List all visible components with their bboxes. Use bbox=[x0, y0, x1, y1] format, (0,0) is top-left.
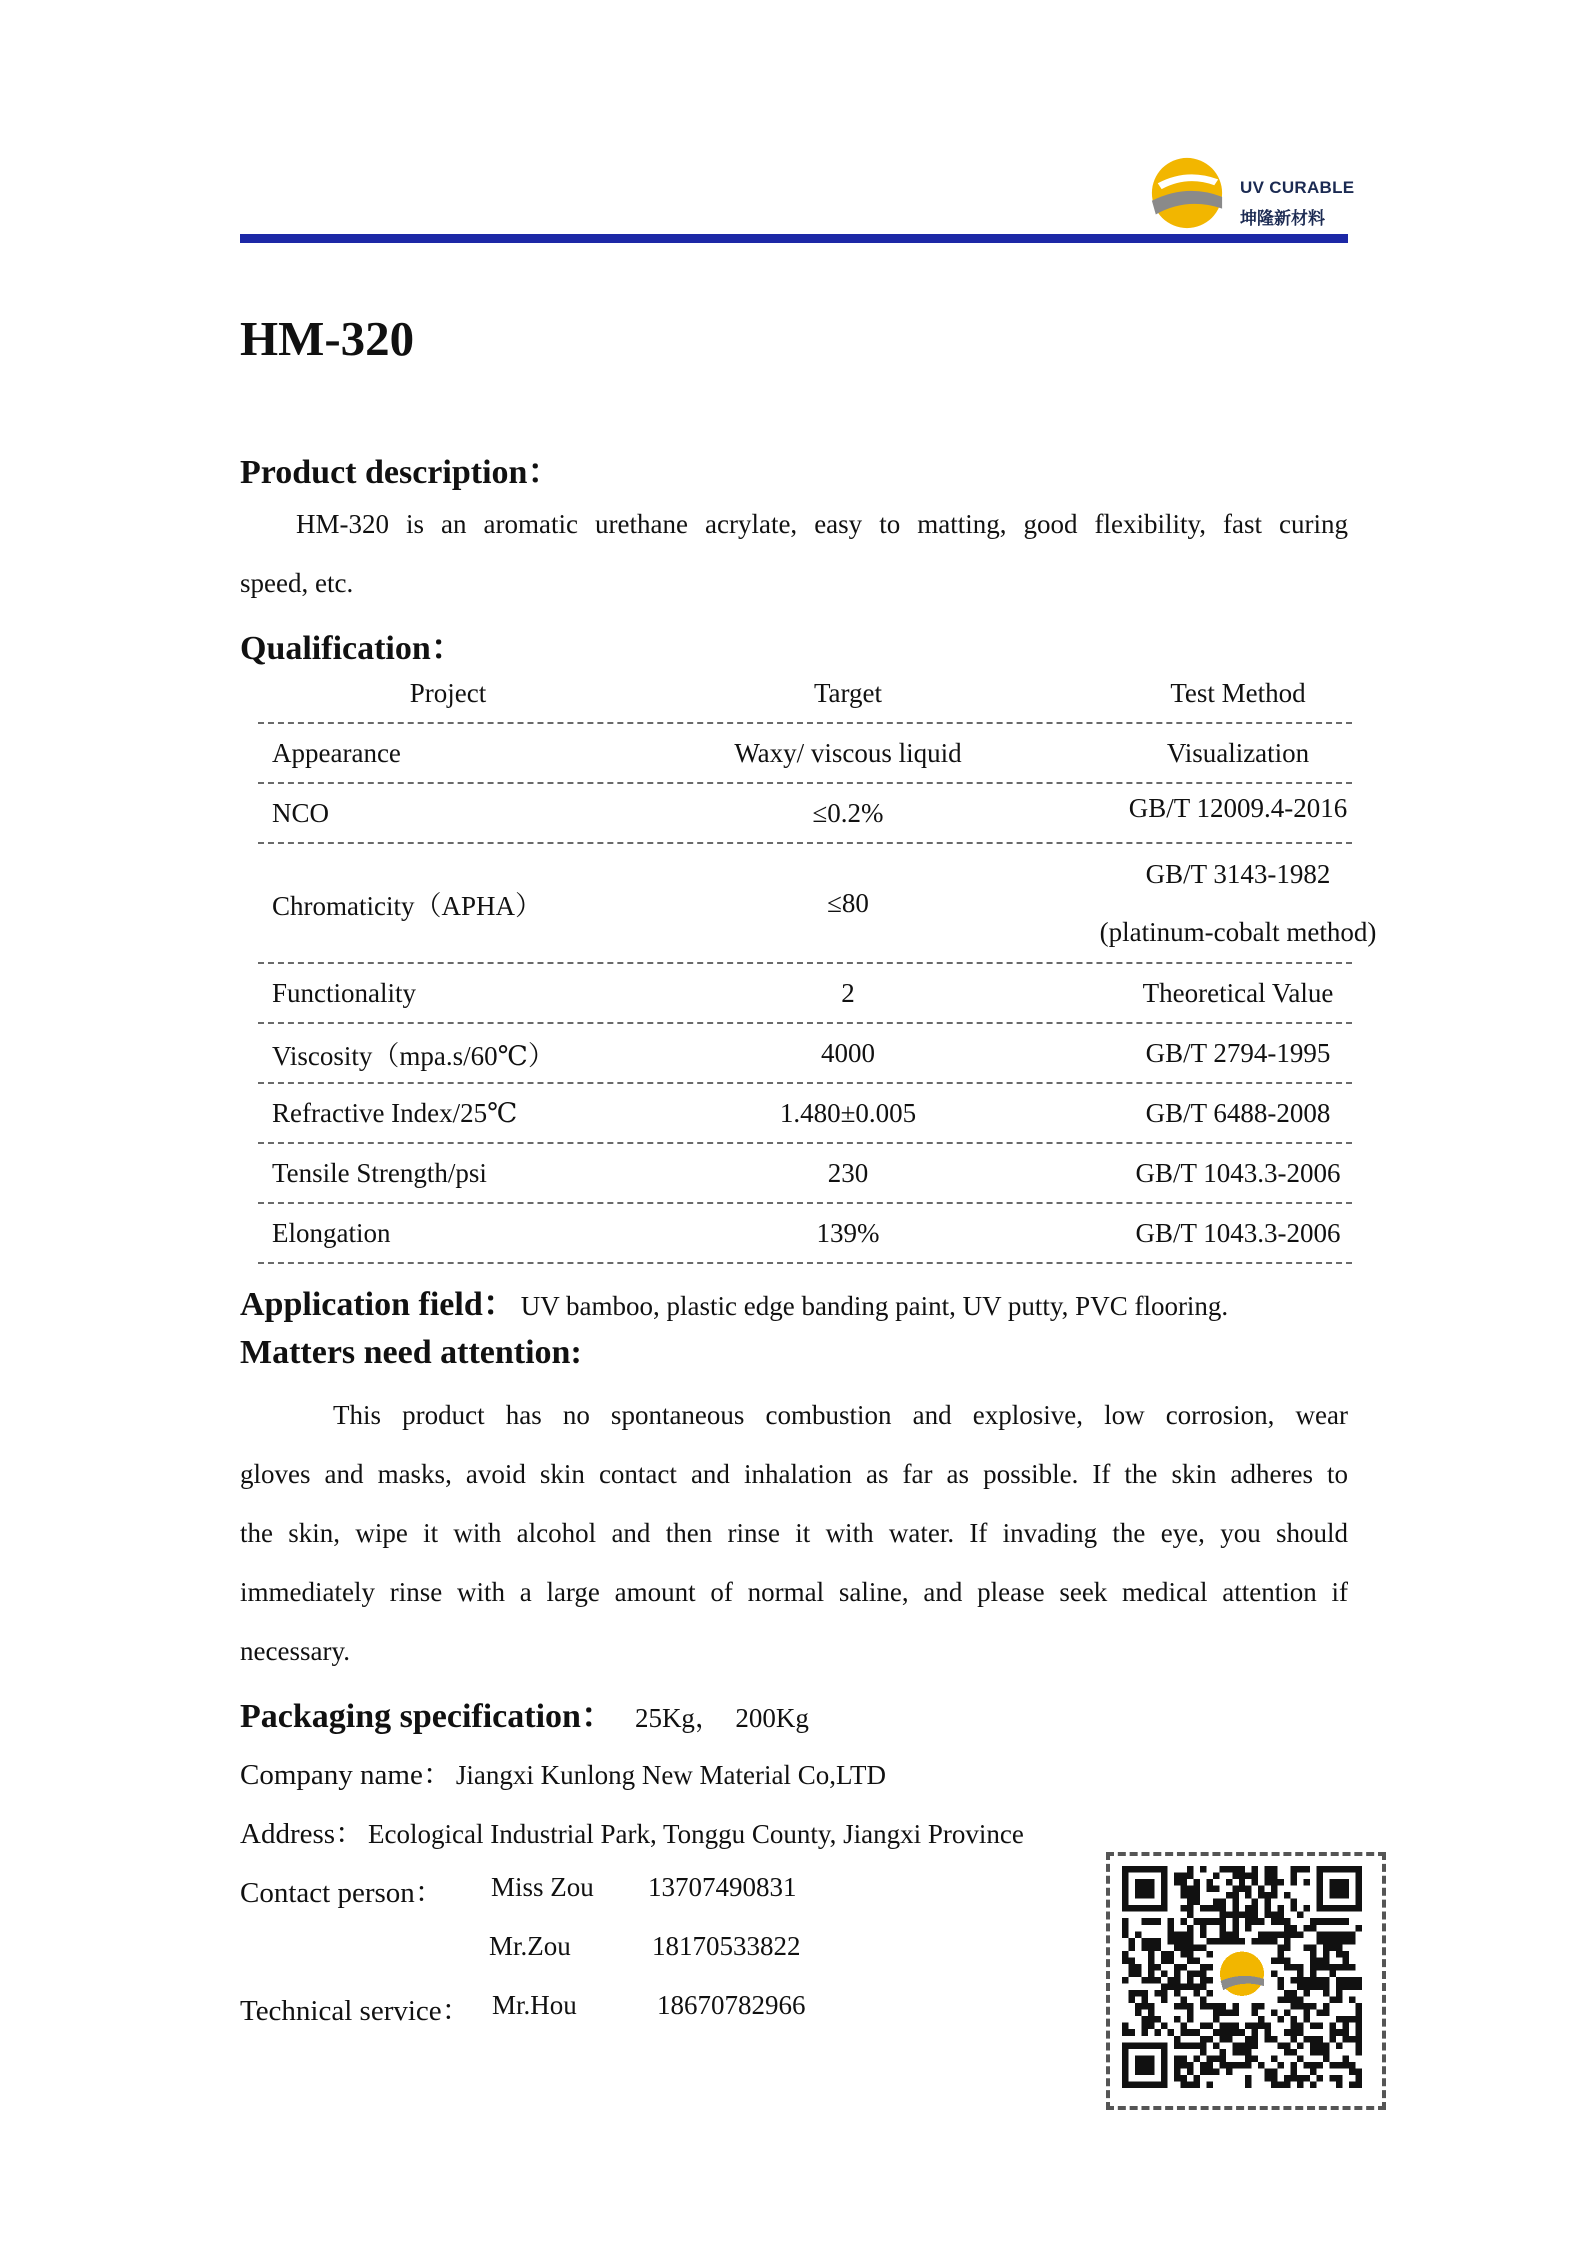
cell-project: Viscosity（mpa.s/60℃） bbox=[272, 1040, 555, 1071]
column-header-test-method: Test Method bbox=[1170, 677, 1306, 708]
logo-text-cn: 坤隆新材料 bbox=[1240, 209, 1325, 229]
cell-target: Waxy/ viscous liquid bbox=[734, 737, 962, 768]
contact-name-2: Mr.Zou bbox=[489, 1931, 571, 1961]
cell-method-line-2: (platinum-cobalt method) bbox=[1099, 917, 1377, 947]
table-row bbox=[258, 784, 1352, 844]
company-name bbox=[240, 1752, 886, 1793]
packaging-values: 25Kg， 200Kg bbox=[634, 1703, 809, 1733]
company-value: Jiangxi Kunlong New Material Co,LTD bbox=[455, 1760, 887, 1790]
cell-target: 230 bbox=[827, 1157, 869, 1188]
application-heading: Application field： bbox=[240, 1286, 517, 1323]
contact-label: Contact person： bbox=[240, 1877, 444, 1909]
qualification-table bbox=[258, 664, 1377, 1264]
logo-text-en: UV CURABLE bbox=[1240, 178, 1355, 197]
cell-method: GB/T 2794-1995 bbox=[1145, 1037, 1331, 1068]
table-header-row bbox=[258, 664, 1352, 724]
table-row bbox=[258, 964, 1352, 1024]
cell-target: 1.480±0.005 bbox=[779, 1097, 917, 1128]
cell-target: ≤0.2% bbox=[812, 797, 884, 828]
cell-method: Theoretical Value bbox=[1142, 977, 1334, 1008]
cell-method: GB/T 1043.3-2006 bbox=[1135, 1217, 1341, 1248]
description-line-2: speed, etc. bbox=[240, 568, 354, 598]
attention-line-4: immediately rinse with a large amount of normal saline, and please seek medical attention if bbox=[240, 1577, 1348, 1607]
application-text: UV bamboo, plastic edge banding paint, UV putty, PVC flooring. bbox=[520, 1291, 1229, 1321]
cell-method bbox=[1008, 844, 1468, 962]
page-title: HM-320 bbox=[240, 311, 415, 366]
table-row bbox=[258, 1144, 1352, 1204]
packaging-heading: Packaging specification： bbox=[240, 1698, 615, 1735]
contact-phone-2: 18170533822 bbox=[652, 1931, 801, 1961]
column-header-project: Project bbox=[409, 677, 487, 708]
cell-project: Functionality bbox=[272, 977, 416, 1008]
address-label: Address： bbox=[240, 1818, 365, 1850]
technical-label: Technical service： bbox=[240, 1995, 471, 2027]
cell-project: NCO bbox=[272, 797, 330, 828]
cell-method-line-1: GB/T 3143-1982 bbox=[1145, 859, 1331, 889]
description-heading: Product description： bbox=[240, 454, 562, 491]
qualification-heading: Qualification： bbox=[240, 630, 465, 667]
cell-target: 4000 bbox=[821, 1037, 875, 1068]
technical-phone: 18670782966 bbox=[657, 1990, 806, 2020]
packaging-specification bbox=[240, 1688, 809, 1737]
cell-project: Tensile Strength/psi bbox=[272, 1157, 487, 1188]
cell-target: 2 bbox=[841, 977, 855, 1008]
company-logo-icon bbox=[1148, 154, 1226, 232]
contact-name-1: Miss Zou bbox=[491, 1872, 594, 1902]
cell-target: ≤80 bbox=[827, 887, 869, 918]
attention-line-5: necessary. bbox=[240, 1636, 350, 1666]
cell-project: Elongation bbox=[272, 1217, 391, 1248]
attention-heading: Matters need attention: bbox=[240, 1334, 582, 1371]
attention-line-1: This product has no spontaneous combustion and explosive, low corrosion, wear bbox=[333, 1400, 1348, 1430]
cell-method: Visualization bbox=[1166, 737, 1310, 768]
attention-line-2: gloves and masks, avoid skin contact and inhalation as far as possible. If the skin adheres to bbox=[240, 1459, 1348, 1489]
application-field bbox=[240, 1276, 1228, 1325]
cell-project: Chromaticity（APHA） bbox=[272, 890, 542, 921]
cell-method: GB/T 6488-2008 bbox=[1145, 1097, 1331, 1128]
address-value: Ecological Industrial Park, Tonggu County, Jiangxi Province bbox=[368, 1819, 1024, 1849]
description-line-1: HM-320 is an aromatic urethane acrylate, easy to matting, good flexibility, fast curing bbox=[296, 509, 1348, 539]
attention-line-3: the skin, wipe it with alcohol and then rinse it with water. If invading the eye, you should bbox=[240, 1518, 1348, 1548]
technical-name: Mr.Hou bbox=[492, 1990, 577, 2020]
cell-method: GB/T 1043.3-2006 bbox=[1135, 1157, 1341, 1188]
table-row bbox=[258, 1024, 1352, 1084]
column-header-target: Target bbox=[813, 677, 883, 708]
table-row bbox=[258, 724, 1352, 784]
qr-code-icon bbox=[1122, 1866, 1362, 2088]
table-row bbox=[258, 844, 1377, 964]
contact-phone-1: 13707490831 bbox=[648, 1872, 797, 1902]
address bbox=[240, 1811, 1024, 1852]
header-rule bbox=[240, 234, 1348, 243]
cell-method: GB/T 12009.4-2016 bbox=[1128, 792, 1348, 823]
cell-target: 139% bbox=[816, 1217, 880, 1248]
cell-project: Refractive Index/25℃ bbox=[272, 1097, 518, 1128]
table-row bbox=[258, 1204, 1352, 1264]
cell-project: Appearance bbox=[272, 737, 401, 768]
company-label: Company name： bbox=[240, 1759, 452, 1791]
table-row bbox=[258, 1084, 1352, 1144]
